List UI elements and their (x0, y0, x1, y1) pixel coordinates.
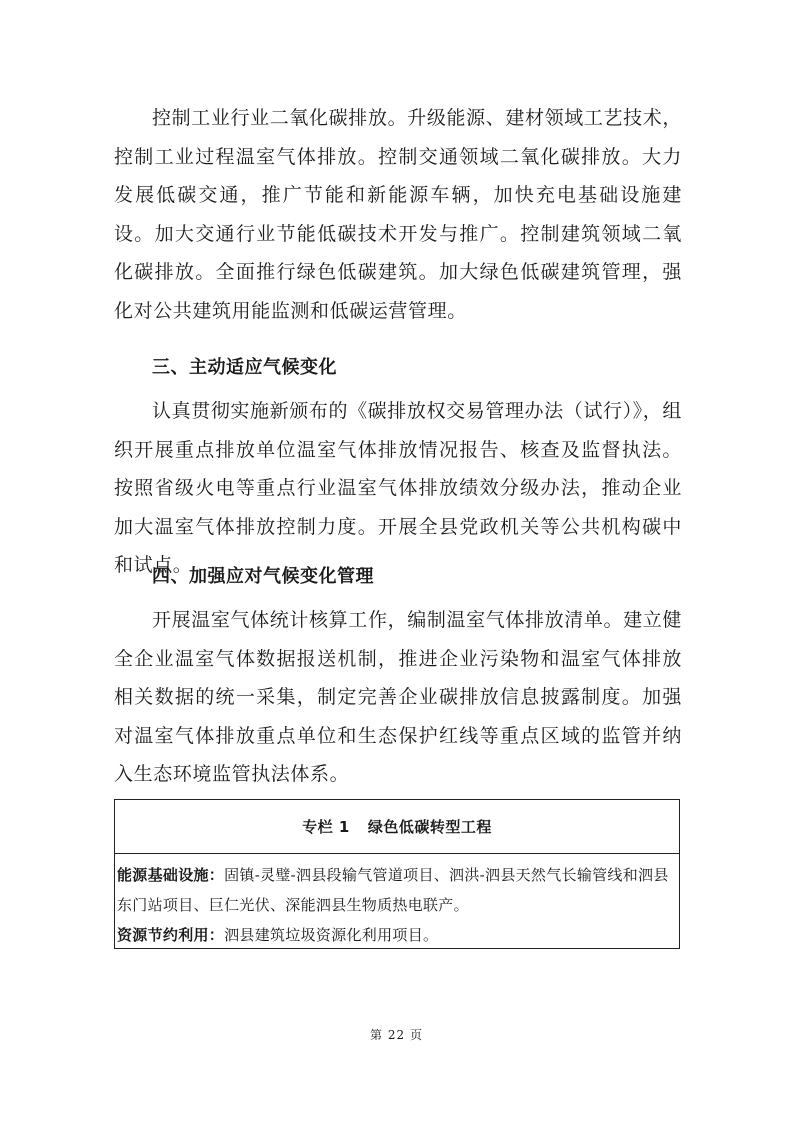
feature-box-heading: 绿色低碳转型工程 (367, 818, 492, 836)
feature-box-title (115, 800, 679, 854)
feature-box-number: 专栏 1 (302, 818, 350, 836)
section-heading-3: 三、主动适应气候变化 (152, 357, 337, 378)
feature-box (114, 799, 680, 949)
feature-row-text: 固镇-灵璧-泗县段输气管道项目、泗洪-泗县天然气长输管线和泗县东门站项目、巨仁光伏、深能泗县生物质热电联产。 (117, 866, 669, 914)
paragraph-emission-control: 控制工业行业二氧化碳排放。升级能源、建材领域工艺技术，控制工业过程温室气体排放。控制交通领域二氧化碳排放。大力发展低碳交通，推广节能和新能源车辆，加快充电基础设施建设。加大交通行业节能低碳技术开发与推广。控制建筑领域二氧化碳排放。全面推行绿色低碳建筑。加大绿色低碳建筑管理，强化对公共建筑用能监测和低碳运营管理。 (114, 107, 682, 322)
page-number: 第 22 页 (370, 1028, 423, 1042)
section-heading-4: 四、加强应对气候变化管理 (152, 566, 374, 587)
feature-box-body (115, 854, 679, 950)
feature-row-label: 能源基础设施： (117, 866, 225, 884)
paragraph-adaptation: 认真贯彻实施新颁布的《碳排放权交易管理办法（试行）》，组织开展重点排放单位温室气体排放情况报告、核查及监督执法。按照省级火电等重点行业温室气体排放绩效分级办法，推动企业加大温室气体排放控制力度。开展全县党政机关等公共机构碳中和试点。 (114, 400, 682, 576)
paragraph-management: 开展温室气体统计核算工作，编制温室气体排放清单。建立健全企业温室气体数据报送机制，推进企业污染物和温室气体排放相关数据的统一采集，制定完善企业碳排放信息披露制度。加强对温室气体排放重点单位和生态保护红线等重点区域的监管并纳入生态环境监管执法体系。 (114, 609, 682, 785)
feature-row-text: 泗县建筑垃圾资源化利用项目。 (224, 926, 439, 944)
feature-row-energy (117, 860, 677, 920)
feature-row-label: 资源节约利用： (117, 926, 225, 944)
feature-row-resource (117, 920, 677, 950)
